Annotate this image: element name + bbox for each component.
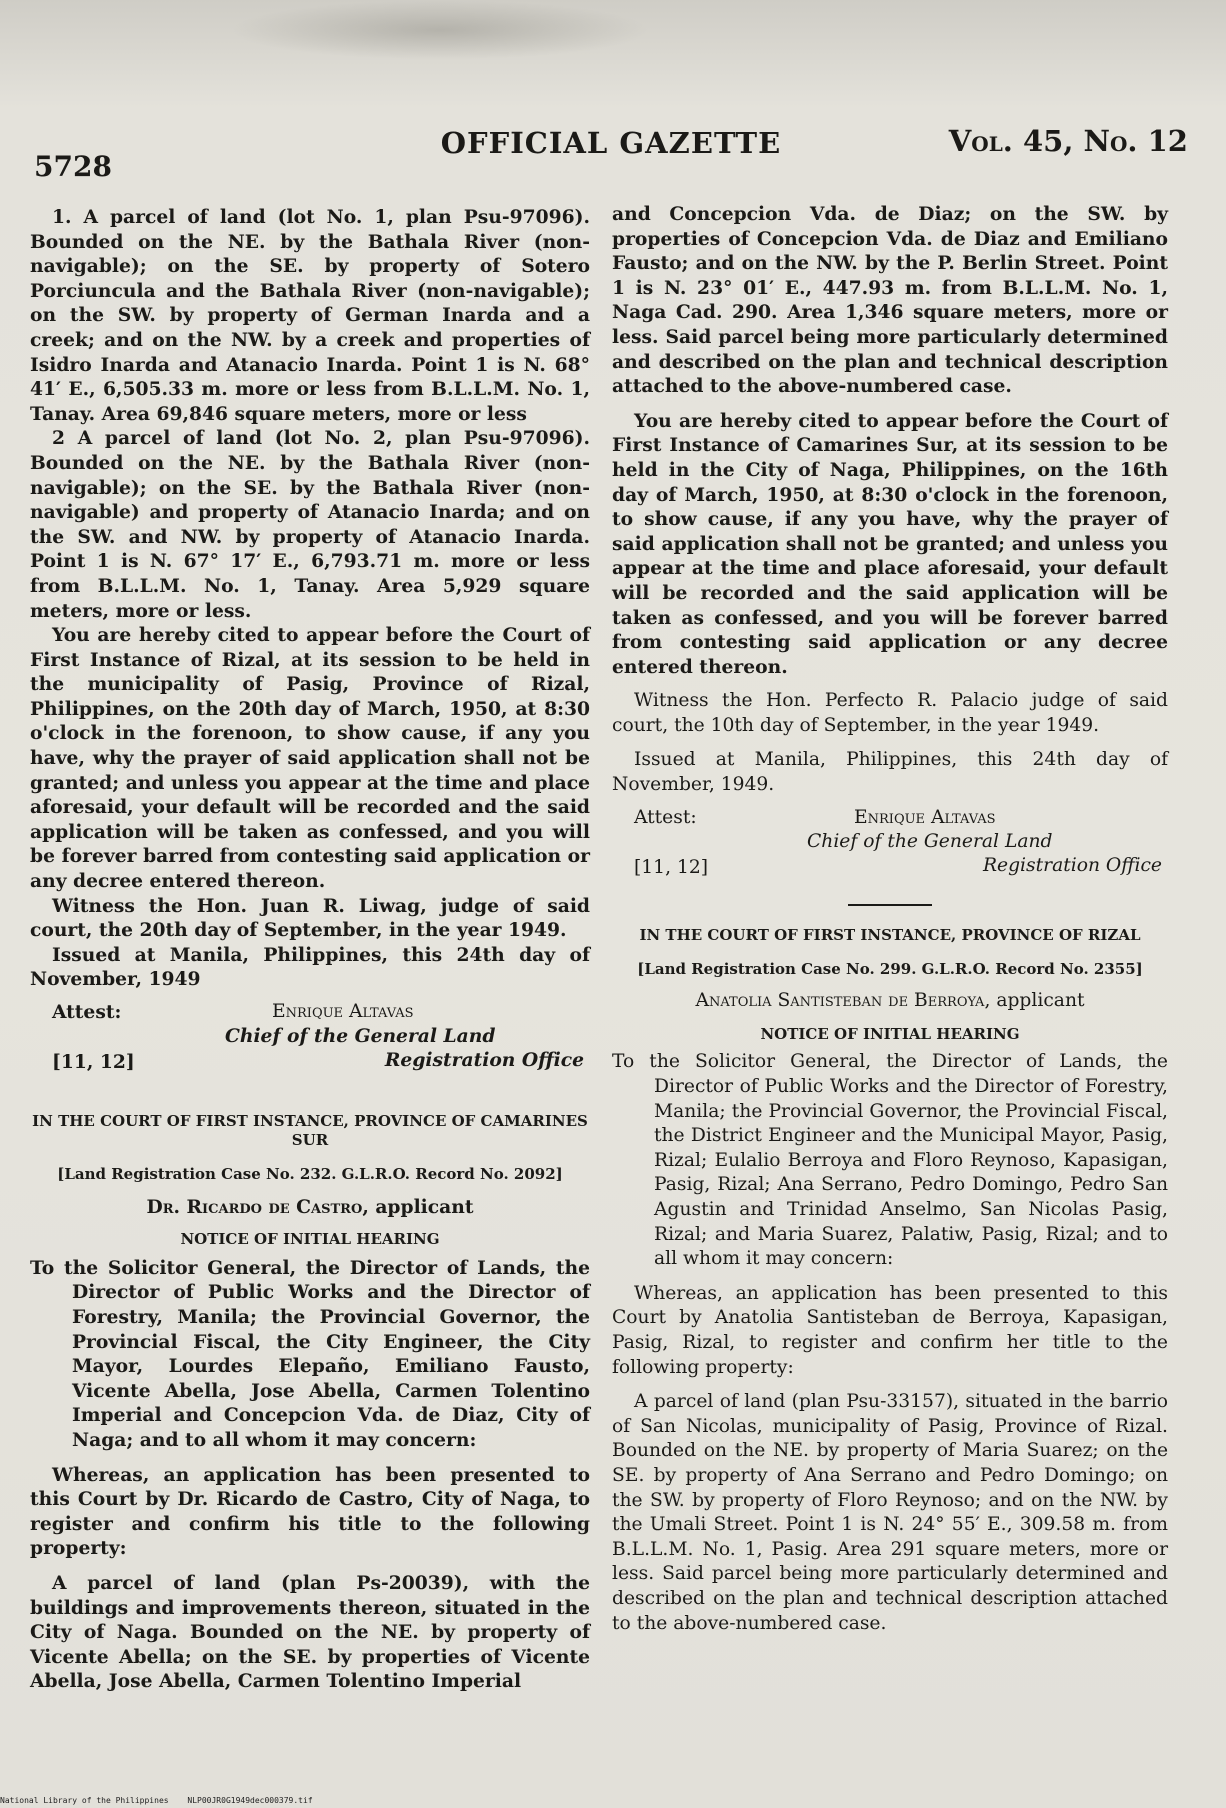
right-column xyxy=(612,202,1168,1636)
attest-name: Enrique Altavas xyxy=(854,806,996,828)
section-divider xyxy=(848,904,932,906)
attest-block xyxy=(612,806,1168,880)
witness-text: Witness the Hon. Juan R. Liwag, judge of said court, the 20th day of September, in the year 1949. xyxy=(30,894,590,942)
page-number: 5728 xyxy=(34,150,112,183)
applicant-name: Dr. Ricardo de Castro xyxy=(146,1195,363,1218)
attest-block xyxy=(30,1000,590,1074)
property-text: A parcel of land (plan Psu-33157), situated in the barrio of San Nicolas, municipality of Pasig, Province of Rizal. Bounded on the NE. by property of Maria Suarez; on the SE. by property of Ana Serrano and Pedro Domingo; on the SW. by property of Floro Reynoso; and on the NW. by the Umali Street. Point 1 is N. 24° 55′ E., 309.58 m. from B.L.L.M. No. 1, Pasig. Area 291 square meters, more or less. Said parcel being more particularly determined and described on the plan and technical description attached to the above-numbered case. xyxy=(612,1391,1168,1634)
right-continuation xyxy=(612,202,1168,679)
page-header xyxy=(34,122,1188,183)
applicant-line xyxy=(30,1195,590,1220)
notice-heading: NOTICE OF INITIAL HEARING xyxy=(180,1230,440,1249)
case-number: [Land Registration Case No. 299. G.L.R.O. Record No. 2355] xyxy=(637,959,1143,978)
publication-title: OFFICIAL GAZETTE xyxy=(440,126,782,160)
issued-text: Issued at Manila, Philippines, this 24th day of November, 1949 xyxy=(30,943,590,991)
applicant-name: Anatolia Santisteban de Berroya xyxy=(695,990,985,1012)
attest-reference: [11, 12] xyxy=(634,856,709,878)
citation-text: You are hereby cited to appear before the Court of First Instance of Camarines Sur, at its session to be held in the City of Naga, Philippines, on the 16th day of March, 1950, at 8:30 o'clock in the forenoon, to show cause, if any you have, why the prayer of said application shall not be granted; and unless you appear at the time and place aforesaid, your default will be recorded and the said application will be taken as confessed, and you will be forever barred from contesting said application or any decree entered thereon. xyxy=(612,409,1168,678)
applicant-suffix: , applicant xyxy=(984,990,1085,1012)
parcel-2-text: 2 A parcel of land (lot No. 2, plan Psu-97096). Bounded on the NE. by the Bathala River (non-navigable); on the SE. by the Bathala River (non-navigable) and property of Atanacio Inarda; and on the SW. and NW. by property of Atanacio Inarda. Point 1 is N. 67° 17′ E., 6,793.71 m. more or less from B.L.L.M. No. 1, Tanay. Area 5,929 square meters, more or less. xyxy=(30,427,590,622)
citation-text: You are hereby cited to appear before the Court of First Instance of Rizal, at its session to be held in the municipality of Pasig, Province of Rizal, Philippines, on the 20th day of March, 1950, at 8:30 o'clock in the forenoon, to show cause, if any you have, why the prayer of said application shall not be granted; and unless you appear at the time and place aforesaid, your default will be recorded and the said application will be taken as confessed, and you will be forever barred from contesting said application or any decree entered thereon. xyxy=(30,624,590,893)
notice-heading: NOTICE OF INITIAL HEARING xyxy=(760,1024,1020,1043)
case-number: [Land Registration Case No. 232. G.L.R.O. Record No. 2092] xyxy=(57,1165,563,1183)
attest-title-line-1: Chief of the General Land xyxy=(225,1025,496,1047)
attest-label: Attest: xyxy=(52,1001,122,1023)
applicant-line xyxy=(612,989,1168,1014)
attest-reference: [11, 12] xyxy=(52,1051,135,1073)
left-column xyxy=(30,205,590,1694)
attest-label: Attest: xyxy=(634,806,697,828)
parcel-1-text: 1. A parcel of land (lot No. 1, plan Psu-97096). Bounded on the NE. by the Bathala River (non-navigable); on the SE. by property of Sotero Porciuncula and the Bathala River (non-navigable); on the SW. by property of German Inarda and a creek; and on the NW. by a creek and properties of Isidro Inarda and Atanacio Inarda. Point 1 is N. 68° 41′ E., 6,505.33 m. more or less from B.L.L.M. No. 1, Tanay. Area 69,846 square meters, more or less xyxy=(30,206,590,425)
property-text: A parcel of land (plan Ps-20039), with the buildings and improvements thereon, situated in the City of Naga. Bounded on the NE. by property of Vicente Abella; on the SE. by properties of Vicente Abella, Jose Abella, Carmen Tolentino Imperial xyxy=(30,1571,590,1693)
whereas-text: Whereas, an application has been presented to this Court by Anatolia Santisteban de Berroya, Kapasigan, Pasig, Rizal, to register and confirm her title to the following property: xyxy=(612,1282,1168,1378)
attest-title-line-1: Chief of the General Land xyxy=(807,830,1053,852)
whereas-text: Whereas, an application has been presented to this Court by Dr. Ricardo de Castro, City of Naga, to register and confirm his title to the following property: xyxy=(30,1463,590,1560)
property-continued-text: and Concepcion Vda. de Diaz; on the SW. by properties of Concepcion Vda. de Diaz and Emiliano Fausto; and on the NW. by the P. Berlin Street. Point 1 is N. 23° 01′ E., 447.93 m. from B.L.L.M. No. 1, Naga Cad. 290. Area 1,346 square meters, more or less. Said parcel being more particularly determined and described on the plan and technical description attached to the above-numbered case. xyxy=(612,203,1168,398)
library-credit: National Library of the Philippines xyxy=(0,1796,169,1805)
scan-filename: NLP00JR0G1949dec000379.tif xyxy=(187,1796,313,1805)
scan-footer xyxy=(0,1796,327,1805)
attest-title-line-2: Registration Office xyxy=(982,854,1162,876)
witness-text: Witness the Hon. Perfecto R. Palacio judge of said court, the 10th day of September, in the year 1949. xyxy=(612,690,1168,736)
attest-title-line-2: Registration Office xyxy=(384,1049,584,1071)
issued-text: Issued at Manila, Philippines, this 24th day of November, 1949. xyxy=(612,749,1168,796)
court-heading: IN THE COURT OF FIRST INSTANCE, PROVINCE OF CAMARINES SUR xyxy=(32,1112,588,1149)
addressees-text: To the Solicitor General, the Director of Lands, the Director of Public Works and the Director of Forestry, Manila; the Provincial Governor, the Provincial Fiscal, the City Engineer, the City Mayor, Lourdes Elepaño, Emiliano Fausto, Vicente Abella, Jose Abella, Carmen Tolentino Imperial and Concepcion Vda. de Diaz, City of Naga; and to all whom it may concern: xyxy=(30,1256,590,1451)
court-heading: IN THE COURT OF FIRST INSTANCE, PROVINCE OF RIZAL xyxy=(639,925,1141,944)
addressees-text: To the Solicitor General, the Director of Lands, the Director of Public Works and the Director of Forestry, Manila; the Provincial Governor, the Provincial Fiscal, the District Engineer and the Municipal Mayor, Pasig, Rizal; Eulalio Berroya and Floro Reynoso, Kapasigan, Pasig, Rizal; Ana Serrano, Pedro Domingo, Pedro San Agustin and Trinidad Anselmo, San Nicolas Pasig, Rizal; and Maria Suarez, Palatiw, Pasig, Rizal; and to all whom it may concern: xyxy=(612,1051,1168,1270)
applicant-suffix: , applicant xyxy=(362,1195,474,1218)
volume-number: Vol. 45, No. 12 xyxy=(948,124,1188,158)
scan-smudge xyxy=(230,0,650,60)
attest-name: Enrique Altavas xyxy=(272,1001,414,1022)
